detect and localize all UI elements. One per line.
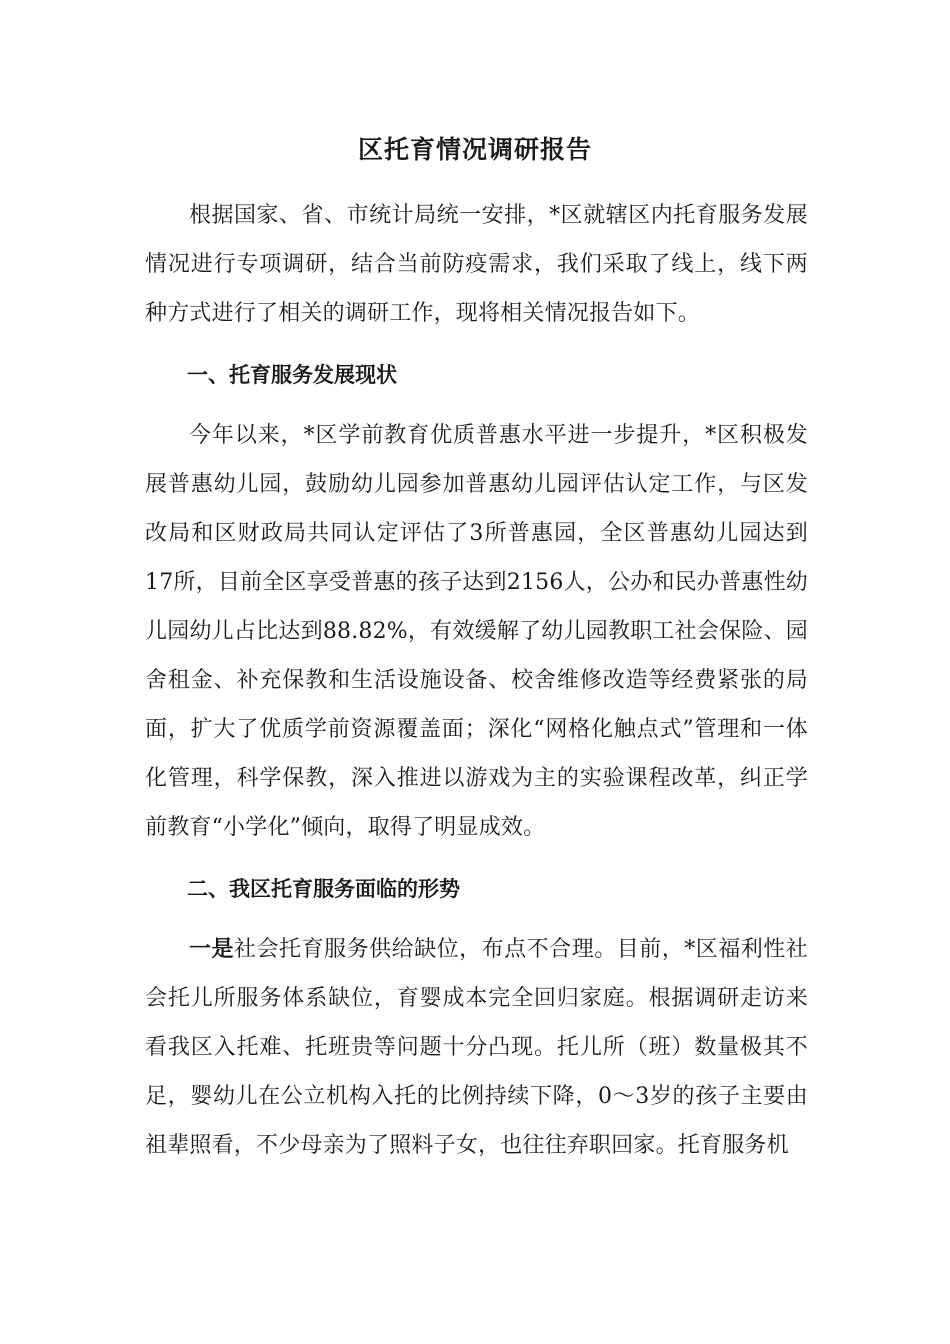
point-1-lead: 一是 bbox=[189, 936, 235, 962]
section-1-paragraph: 今年以来，*区学前教育优质普惠水平进一步提升，*区积极发展普惠幼儿园，鼓励幼儿园参加普惠幼儿园评估认定工作，与区发改局和区财政局共同认定评估了3所普惠园，全区普惠幼儿园达到17所，目前全区享受普惠的孩子达到2156人，公办和民办普惠性幼儿园幼儿占比达到88.82%，有效缓解了幼儿园教职工社会保险、园舍租金、补充保教和生活设施设备、校舍维修改造等经费紧张的局面，扩大了优质学前资源覆盖面；深化“网格化触点式”管理和一体化管理，科学保教，深入推进以游戏为主的实验课程改革，纠正学前教育“小学化”倾向，取得了明显成效。 bbox=[145, 423, 808, 840]
document-body bbox=[145, 191, 808, 1170]
spacer bbox=[145, 338, 808, 350]
spacer bbox=[145, 913, 808, 925]
section-1-heading: 一、托育服务发展现状 bbox=[187, 362, 397, 387]
intro-paragraph: 根据国家、省、市统计局统一安排，*区就辖区内托育服务发展情况进行专项调研，结合当前防疫需求，我们采取了线上，线下两种方式进行了相关的调研工作，现将相关情况报告如下。 bbox=[145, 203, 808, 326]
point-1-body: 社会托育服务供给缺位，布点不合理。目前，*区福利性社会托儿所服务体系缺位，育婴成本完全回归家庭。根据调研走访来看我区入托难、托班贵等问题十分凸现。托儿所（班）数量极其不足，婴幼儿在公立机构入托的比例持续下降，0～3岁的孩子主要由祖辈照看，不少母亲为了照料子女，也往往弃职回家。托育服务机 bbox=[145, 937, 809, 1158]
page-title: 区托育情况调研报告 bbox=[357, 135, 592, 164]
section-2-heading: 二、我区托育服务面临的形势 bbox=[187, 876, 460, 901]
spacer bbox=[145, 852, 808, 864]
section-2-point-1 bbox=[145, 925, 808, 1170]
spacer bbox=[145, 399, 808, 411]
